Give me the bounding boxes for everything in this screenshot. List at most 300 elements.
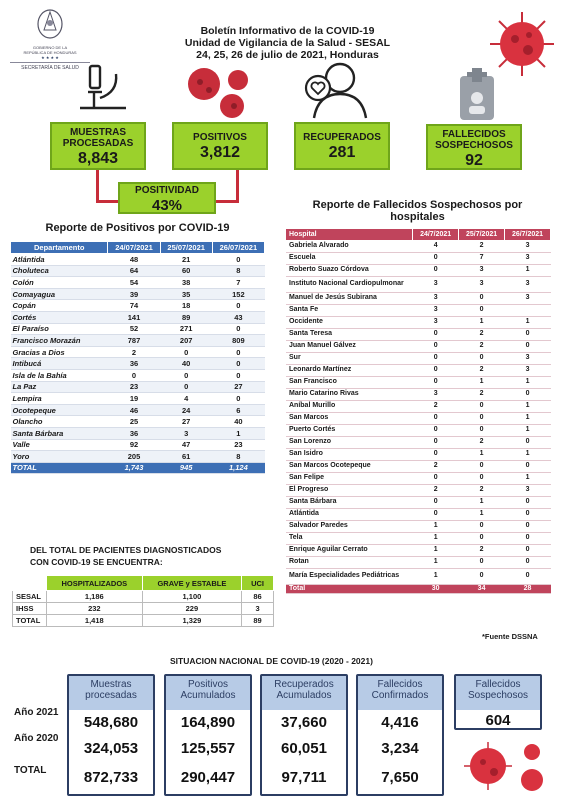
value-cell: 1,186 [46, 591, 142, 603]
value-cell: 0 [459, 400, 505, 412]
sit-col-fallecidos-label: Fallecidos Confirmados [358, 676, 442, 710]
department-cell: Copán [11, 300, 108, 312]
value-cell: 48 [108, 254, 160, 266]
value-cell: 8 [212, 265, 264, 277]
department-cell: Valle [11, 439, 108, 451]
gov-line1: GOBIERNO DE LA [32, 45, 68, 50]
value-cell: 2 [413, 400, 459, 412]
sit-recuperados-total: 97,711 [281, 769, 327, 786]
connector-h-right [214, 200, 239, 203]
kpi-positividad [118, 182, 216, 214]
positivos-header-0: Departamento [11, 242, 108, 254]
total-cell: Total [286, 584, 413, 593]
value-cell: 47 [160, 439, 212, 451]
table-row [13, 603, 274, 615]
table-row [11, 323, 265, 335]
table-row [286, 412, 551, 424]
situacion-title: SITUACION NACIONAL DE COVID-19 (2020 - 2021) [170, 656, 373, 666]
kpi-positividad-value: 43% [151, 197, 183, 214]
value-cell: 23 [108, 381, 160, 393]
value-cell: 0 [505, 520, 551, 532]
value-cell: 6 [212, 404, 264, 416]
value-cell: 0 [505, 532, 551, 544]
table-row [286, 556, 551, 568]
value-cell: 0 [160, 369, 212, 381]
value-cell: 0 [459, 532, 505, 544]
table-row [11, 393, 265, 405]
table-row [13, 591, 274, 603]
value-cell: 92 [108, 439, 160, 451]
value-cell: 0 [505, 508, 551, 520]
table-row [11, 346, 265, 358]
sit-muestras-2020: 324,053 [83, 740, 139, 757]
value-cell: 38 [160, 277, 212, 289]
value-cell: 7 [459, 252, 505, 264]
value-cell: 0 [459, 520, 505, 532]
value-cell: 0 [212, 358, 264, 370]
hospital-name-cell: El Progreso [286, 484, 413, 496]
table-row [11, 451, 265, 463]
table-row [286, 352, 551, 364]
value-cell: 89 [160, 311, 212, 323]
hospital-name-cell: Gabriela Alvarado [286, 240, 413, 252]
value-cell: 0 [413, 376, 459, 388]
hospital-name-cell: Sur [286, 352, 413, 364]
value-cell: 0 [413, 424, 459, 436]
hospital-name-cell: María Especialidades Pediátricas [286, 568, 413, 584]
table-row [286, 424, 551, 436]
value-cell: 0 [212, 393, 264, 405]
value-cell: 35 [160, 288, 212, 300]
sit-muestras-total: 872,733 [83, 769, 139, 786]
value-cell: 18 [160, 300, 212, 312]
table-row [11, 404, 265, 416]
value-cell: 2 [459, 328, 505, 340]
value-cell: 0 [505, 436, 551, 448]
value-cell: 3 [413, 316, 459, 328]
hospital-name-cell: Salvador Paredes [286, 520, 413, 532]
value-cell: 1,329 [142, 615, 241, 627]
value-cell: 3 [160, 427, 212, 439]
value-cell: 3 [505, 484, 551, 496]
table-row [286, 532, 551, 544]
hospital-name-cell: San Isidro [286, 448, 413, 460]
value-cell: 0 [413, 364, 459, 376]
sit-fallecidos-2020: 3,234 [381, 740, 419, 757]
value-cell: 0 [413, 328, 459, 340]
kpi-muestras [50, 122, 146, 170]
value-cell: 1 [413, 544, 459, 556]
value-cell: 0 [505, 556, 551, 568]
value-cell: 0 [459, 352, 505, 364]
table-row [11, 265, 265, 277]
department-cell: Choluteca [11, 265, 108, 277]
department-cell: Santa Bárbara [11, 427, 108, 439]
table-row [11, 439, 265, 451]
value-cell: 0 [160, 346, 212, 358]
value-cell: 0 [212, 323, 264, 335]
total-cell: 1,124 [212, 462, 264, 474]
value-cell: 60 [160, 265, 212, 277]
hospital-header-3: 26/7/2021 [505, 229, 551, 240]
gov-stars: ★ ★ ★ ★ [41, 55, 59, 60]
table-row [286, 376, 551, 388]
header-title: Boletín Informativo de la COVID-19 [200, 25, 375, 37]
hospital-name-cell: Santa Bárbara [286, 496, 413, 508]
hospital-name-cell: San Lorenzo [286, 436, 413, 448]
hospital-name-cell: San Francisco [286, 376, 413, 388]
value-cell: 7 [212, 277, 264, 289]
value-cell: 3 [505, 240, 551, 252]
recovered-person-icon [300, 60, 374, 120]
value-cell: 1 [459, 508, 505, 520]
table-row [11, 300, 265, 312]
department-cell: Ocotepeque [11, 404, 108, 416]
total-label: TOTAL [14, 765, 47, 776]
value-cell: 40 [160, 358, 212, 370]
value-cell: 2 [459, 436, 505, 448]
value-cell: 2 [459, 340, 505, 352]
value-cell: 0 [505, 568, 551, 584]
value-cell: 1 [505, 400, 551, 412]
table-row [11, 381, 265, 393]
hospital-name-cell: Rotan [286, 556, 413, 568]
total-cell: TOTAL [11, 462, 108, 474]
hospital-name-cell: Manuel de Jesús Subirana [286, 292, 413, 304]
value-cell: 1 [505, 412, 551, 424]
value-cell: 0 [459, 460, 505, 472]
total-cell: 30 [413, 584, 459, 593]
hospital-name-cell: Tela [286, 532, 413, 544]
table-row [286, 508, 551, 520]
department-cell: Francisco Morazán [11, 335, 108, 347]
table-row [11, 427, 265, 439]
connector-right [236, 170, 239, 202]
kpi-positivos-label: POSITIVOS [193, 132, 247, 143]
coat-of-arms-icon [35, 6, 65, 40]
kpi-positivos-value: 3,812 [199, 144, 241, 161]
virus-cluster-bottom-icon [458, 734, 554, 796]
value-cell: 1 [505, 376, 551, 388]
value-cell: 2 [108, 346, 160, 358]
hospitales-table [286, 229, 551, 594]
sit-col-fallecidos-confirmados [356, 674, 444, 796]
table-row [286, 520, 551, 532]
hospital-name-cell: Occidente [286, 316, 413, 328]
table-row [286, 328, 551, 340]
value-cell: 3 [459, 264, 505, 276]
hospital-header-0: Hospital [286, 229, 413, 240]
department-cell: Lempira [11, 393, 108, 405]
table-row [286, 460, 551, 472]
department-cell: La Paz [11, 381, 108, 393]
sit-col-recuperados [260, 674, 348, 796]
value-cell: 2 [413, 460, 459, 472]
value-cell: 0 [505, 460, 551, 472]
value-cell: 3 [413, 292, 459, 304]
sit-sospechosos-2021: 604 [485, 712, 511, 729]
value-cell: 0 [212, 300, 264, 312]
value-cell: 3 [413, 304, 459, 316]
table-row [11, 335, 265, 347]
value-cell: 3 [505, 364, 551, 376]
value-cell: 152 [212, 288, 264, 300]
kpi-positivos [172, 122, 268, 170]
value-cell: 0 [413, 340, 459, 352]
hospital-name-cell: Roberto Suazo Córdova [286, 264, 413, 276]
department-cell: Comayagua [11, 288, 108, 300]
value-cell: 0 [413, 436, 459, 448]
total-row [286, 584, 551, 593]
hospital-header-1: 24/7/2021 [413, 229, 459, 240]
value-cell: 1 [505, 424, 551, 436]
value-cell: 0 [212, 346, 264, 358]
department-cell: Isla de la Bahía [11, 369, 108, 381]
table-row [286, 472, 551, 484]
sit-fallecidos-total: 7,650 [381, 769, 419, 786]
value-cell: 0 [413, 496, 459, 508]
sit-col-positivos-label: Positivos Acumulados [166, 676, 250, 710]
value-cell: 1,418 [46, 615, 142, 627]
value-cell: 46 [108, 404, 160, 416]
table-row [11, 369, 265, 381]
kpi-recuperados-value: 281 [328, 144, 356, 161]
value-cell: 1 [505, 448, 551, 460]
value-cell: 0 [459, 568, 505, 584]
value-cell: 0 [413, 412, 459, 424]
value-cell: 0 [160, 381, 212, 393]
table-row [11, 358, 265, 370]
value-cell: 2 [459, 544, 505, 556]
value-cell: 3 [459, 276, 505, 292]
value-cell: 809 [212, 335, 264, 347]
table-row [286, 304, 551, 316]
hospital-name-cell: Leonardo Martínez [286, 364, 413, 376]
diag-header-0 [13, 576, 47, 591]
total-cell: 1,743 [108, 462, 160, 474]
value-cell: 2 [459, 364, 505, 376]
value-cell: 0 [413, 264, 459, 276]
value-cell: 787 [108, 335, 160, 347]
value-cell: 3 [505, 252, 551, 264]
header-dates: 24, 25, 26 de julio de 2021, Honduras [196, 49, 379, 61]
sit-fallecidos-2021: 4,416 [381, 714, 419, 731]
value-cell: 1,100 [142, 591, 241, 603]
value-cell: 0 [413, 508, 459, 520]
positivos-header-3: 26/07/2021 [212, 242, 264, 254]
department-cell: El Paraíso [11, 323, 108, 335]
value-cell: 1 [459, 376, 505, 388]
table-row [286, 340, 551, 352]
value-cell: 0 [505, 340, 551, 352]
table-row [286, 544, 551, 556]
table-row [286, 264, 551, 276]
value-cell: 0 [505, 388, 551, 400]
value-cell: 1 [505, 472, 551, 484]
sit-col-muestras-label: Muestras procesadas [69, 676, 153, 710]
value-cell: 86 [242, 591, 274, 603]
table-row [286, 316, 551, 328]
bulletin-header [150, 25, 425, 61]
positivos-header-1: 24/07/2021 [108, 242, 160, 254]
table-row [11, 311, 265, 323]
hospital-name-cell: Aníbal Murillo [286, 400, 413, 412]
value-cell: 0 [459, 472, 505, 484]
value-cell: 3 [505, 352, 551, 364]
value-cell: 3 [505, 292, 551, 304]
hospital-name-cell: Juan Manuel Gálvez [286, 340, 413, 352]
hospital-name-cell: San Felipe [286, 472, 413, 484]
department-cell: Intibucá [11, 358, 108, 370]
value-cell: 24 [160, 404, 212, 416]
hospital-name-cell: Mario Catarino Rivas [286, 388, 413, 400]
value-cell: 39 [108, 288, 160, 300]
sit-recuperados-2021: 37,660 [281, 714, 327, 731]
table-row [286, 484, 551, 496]
value-cell: 0 [505, 544, 551, 556]
value-cell: 43 [212, 311, 264, 323]
value-cell: 36 [108, 427, 160, 439]
source-note: *Fuente DSSNA [482, 632, 538, 641]
table-row [286, 400, 551, 412]
value-cell: 1 [212, 427, 264, 439]
value-cell: 21 [160, 254, 212, 266]
microscope-icon [70, 62, 140, 118]
value-cell: 1 [459, 316, 505, 328]
kpi-muestras-value: 8,843 [77, 150, 119, 167]
connector-left [96, 170, 99, 202]
diag-header-2: GRAVE y ESTABLE [142, 576, 241, 591]
table-row [11, 288, 265, 300]
table-row [286, 388, 551, 400]
value-cell: 0 [413, 472, 459, 484]
value-cell: 4 [413, 240, 459, 252]
hospital-name-cell: Instituto Nacional Cardiopulmonar [286, 276, 413, 292]
value-cell: 1 [413, 520, 459, 532]
value-cell: 27 [160, 416, 212, 428]
hospitales-table-title: Reporte de Fallecidos Sospechosos por hospitales [312, 199, 523, 223]
value-cell: 1 [505, 264, 551, 276]
hospital-name-cell: Santa Fe [286, 304, 413, 316]
kpi-fallecidos [426, 124, 522, 170]
secretaria-label: SECRETARÍA DE SALUD [10, 62, 90, 71]
diag-header-1: HOSPITALIZADOS [46, 576, 142, 591]
gov-line2: REPÚBLICA DE HONDURAS [23, 50, 77, 55]
value-cell: 2 [459, 240, 505, 252]
value-cell: 25 [108, 416, 160, 428]
value-cell: 271 [160, 323, 212, 335]
kpi-positividad-label: POSITIVIDAD [135, 185, 199, 196]
hospital-name-cell: Enrique Aguilar Cerrato [286, 544, 413, 556]
sit-positivos-total: 290,447 [180, 769, 236, 786]
year-2020-label: Año 2020 [14, 733, 59, 744]
value-cell: 4 [160, 393, 212, 405]
diag-row-label: TOTAL [13, 615, 47, 627]
table-row [286, 240, 551, 252]
value-cell: 2 [459, 484, 505, 496]
value-cell: 0 [505, 496, 551, 508]
hospital-header-2: 25/7/2021 [459, 229, 505, 240]
department-cell: Atlántida [11, 254, 108, 266]
hospital-name-cell: San Marcos [286, 412, 413, 424]
sit-col-recuperados-label: Recuperados Acumulados [262, 676, 346, 710]
value-cell: 0 [108, 369, 160, 381]
hospital-name-cell: Puerto Cortés [286, 424, 413, 436]
value-cell: 232 [46, 603, 142, 615]
diag-title [30, 544, 221, 568]
table-row [11, 277, 265, 289]
value-cell: 1 [413, 532, 459, 544]
kpi-recuperados [294, 122, 390, 170]
diag-title-line2: CON COVID-19 SE ENCUENTRA: [30, 557, 163, 567]
value-cell: 205 [108, 451, 160, 463]
table-row [286, 364, 551, 376]
value-cell: 89 [242, 615, 274, 627]
kpi-fallecidos-label: FALLECIDOS SOSPECHOSOS [435, 129, 513, 151]
sit-col-sospechosos-label: Fallecidos Sospechosos [456, 676, 540, 710]
sit-recuperados-2020: 60,051 [281, 740, 327, 757]
total-cell: 28 [505, 584, 551, 593]
value-cell: 3 [413, 388, 459, 400]
sit-col-muestras [67, 674, 155, 796]
value-cell: 0 [459, 412, 505, 424]
value-cell: 74 [108, 300, 160, 312]
value-cell: 64 [108, 265, 160, 277]
table-row [13, 615, 274, 627]
value-cell: 207 [160, 335, 212, 347]
department-cell: Gracias a Dios [11, 346, 108, 358]
table-row [286, 448, 551, 460]
value-cell: 3 [505, 276, 551, 292]
value-cell [505, 304, 551, 316]
department-cell: Yoro [11, 451, 108, 463]
positivos-table [10, 241, 265, 474]
table-row [11, 416, 265, 428]
value-cell: 0 [459, 424, 505, 436]
department-cell: Olancho [11, 416, 108, 428]
value-cell: 0 [212, 369, 264, 381]
sit-positivos-2020: 125,557 [180, 740, 236, 757]
value-cell: 141 [108, 311, 160, 323]
value-cell: 0 [459, 556, 505, 568]
value-cell: 61 [160, 451, 212, 463]
diag-row-label: IHSS [13, 603, 47, 615]
hospital-name-cell: Escuela [286, 252, 413, 264]
value-cell: 40 [212, 416, 264, 428]
value-cell: 23 [212, 439, 264, 451]
diag-header-3: UCI [242, 576, 274, 591]
kpi-recuperados-label: RECUPERADOS [303, 132, 381, 143]
table-row [286, 436, 551, 448]
header-unit: Unidad de Vigilancia de la Salud - SESAL [184, 37, 391, 49]
value-cell: 3 [413, 276, 459, 292]
table-row [286, 568, 551, 584]
sit-positivos-2021: 164,890 [180, 714, 236, 731]
positivos-header-2: 25/07/2021 [160, 242, 212, 254]
value-cell: 1 [505, 316, 551, 328]
kpi-muestras-label: MUESTRAS PROCESADAS [62, 127, 134, 149]
value-cell: 3 [242, 603, 274, 615]
table-row [286, 252, 551, 264]
value-cell: 52 [108, 323, 160, 335]
value-cell: 1 [459, 448, 505, 460]
value-cell: 1 [413, 568, 459, 584]
hospital-name-cell: San Marcos Ocotepeque [286, 460, 413, 472]
value-cell: 0 [413, 352, 459, 364]
value-cell: 2 [459, 388, 505, 400]
diag-row-label: SESAL [13, 591, 47, 603]
kpi-fallecidos-value: 92 [465, 152, 483, 169]
